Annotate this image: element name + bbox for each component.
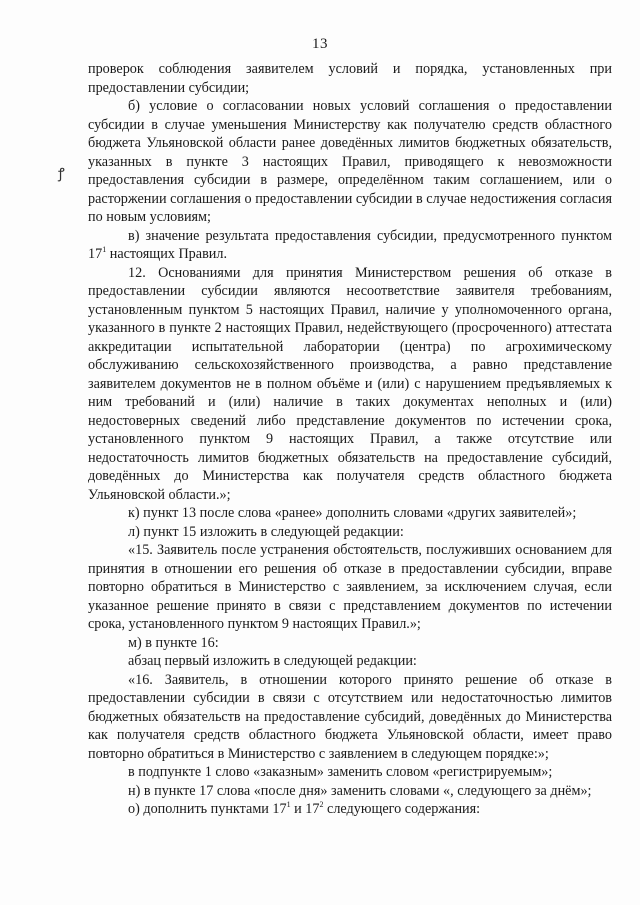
paragraph-item-l: л) пункт 15 изложить в следующей редакции: <box>128 523 404 540</box>
document-body <box>88 60 612 819</box>
superscript: 1 <box>286 800 291 809</box>
paragraph-text: следующего содержания: <box>323 801 481 817</box>
paragraph-item-n: н) в пункте 17 слова «после дня» заменить словами «, следующего за днём»; <box>128 782 592 799</box>
paragraph-clause-12: 12. Основаниями для принятия Министерством решения об отказе в предоставлении субсидии являются несоответствие заявителя требованиям, установленным пунктом 5 настоящих Правил, наличие у уполномоченного органа, указанного в пункте 2 настоящих Правил, недействующего (просроченного) аттестата аккредитации испытательной лаборатории (центра) по агрохимическому обслуживанию сельскохозяйственного производства, а равно представление заявителем документов не в полном объёме и (или) с нарушением предъявляемых к ним требований и (или) наличие в таких документах неполных и (или) недостоверных сведений либо представление документов по истечении срока, установленного пунктом 9 настоящих Правил, а также отсутствие или недостаточность лимитов бюджетных обязательств на предоставление субсидий, доведённых до Министерства как получателя средств областного бюджета Ульяновской области.»; <box>88 264 612 503</box>
superscript: 2 <box>319 800 324 809</box>
superscript: 1 <box>102 245 107 254</box>
paragraph-text: и 17 <box>290 801 320 817</box>
paragraph-text: о) дополнить пунктами 17 <box>128 801 287 817</box>
paragraph-subitem-1: в подпункте 1 слово «заказным» заменить словом «регистрируемым»; <box>128 764 553 780</box>
paragraph-item-v <box>88 227 612 264</box>
page-number: 13 <box>312 36 328 52</box>
paragraph-item-o <box>88 800 612 819</box>
paragraph-continuation: проверок соблюдения заявителем условий и порядка, установленных при предоставлении субсидии; <box>88 61 612 96</box>
paragraph-clause-15: «15. Заявитель после устранения обстоятельств, послуживших основанием для принятия в отношении его решения об отказе в предоставлении субсидии, вправе повторно обратиться в Министерство с заявлением, за исключением случая, если указанное решение принято в связи с представлением документов по истечении срока, установленного пунктом 9 настоящих Правил.»; <box>88 542 612 632</box>
scan-artifact-mark: ꝭ <box>58 167 65 182</box>
paragraph-abzac: абзац первый изложить в следующей редакции: <box>128 653 417 669</box>
paragraph-clause-16: «16. Заявитель, в отношении которого принято решение об отказе в предоставлении субсидии в связи с отсутствием или недостаточностью лимитов бюджетных обязательств на предоставление субсидий, доведённых до Министерства как получателя средств областного бюджета Ульяновской области, имеет право повторно обратиться в Министерство с заявлением в следующем порядке:»; <box>88 671 612 762</box>
paragraph-text: настоящих Правил. <box>106 246 227 262</box>
paragraph-item-k: к) пункт 13 после слова «ранее» дополнить словами «других заявителей»; <box>128 505 577 521</box>
paragraph-item-m: м) в пункте 16: <box>128 634 219 651</box>
paragraph-text: в) значение результата предоставления субсидии, предусмотренного пунктом 17 <box>88 227 612 262</box>
paragraph-item-b: б) условие о согласовании новых условий соглашения о предоставлении субсидии в случае уменьшения Министерству как получателю средств областного бюджета Ульяновской области ранее доведённых лимитов бюджетных обязательств, указанных в пункте 3 настоящих Правил, приводящего к невозможности предоставления субсидии в размере, определённом таким соглашением, или о расторжении соглашения о предоставлении субсидии в случае недостижения согласия по новым условиям; <box>88 98 612 225</box>
